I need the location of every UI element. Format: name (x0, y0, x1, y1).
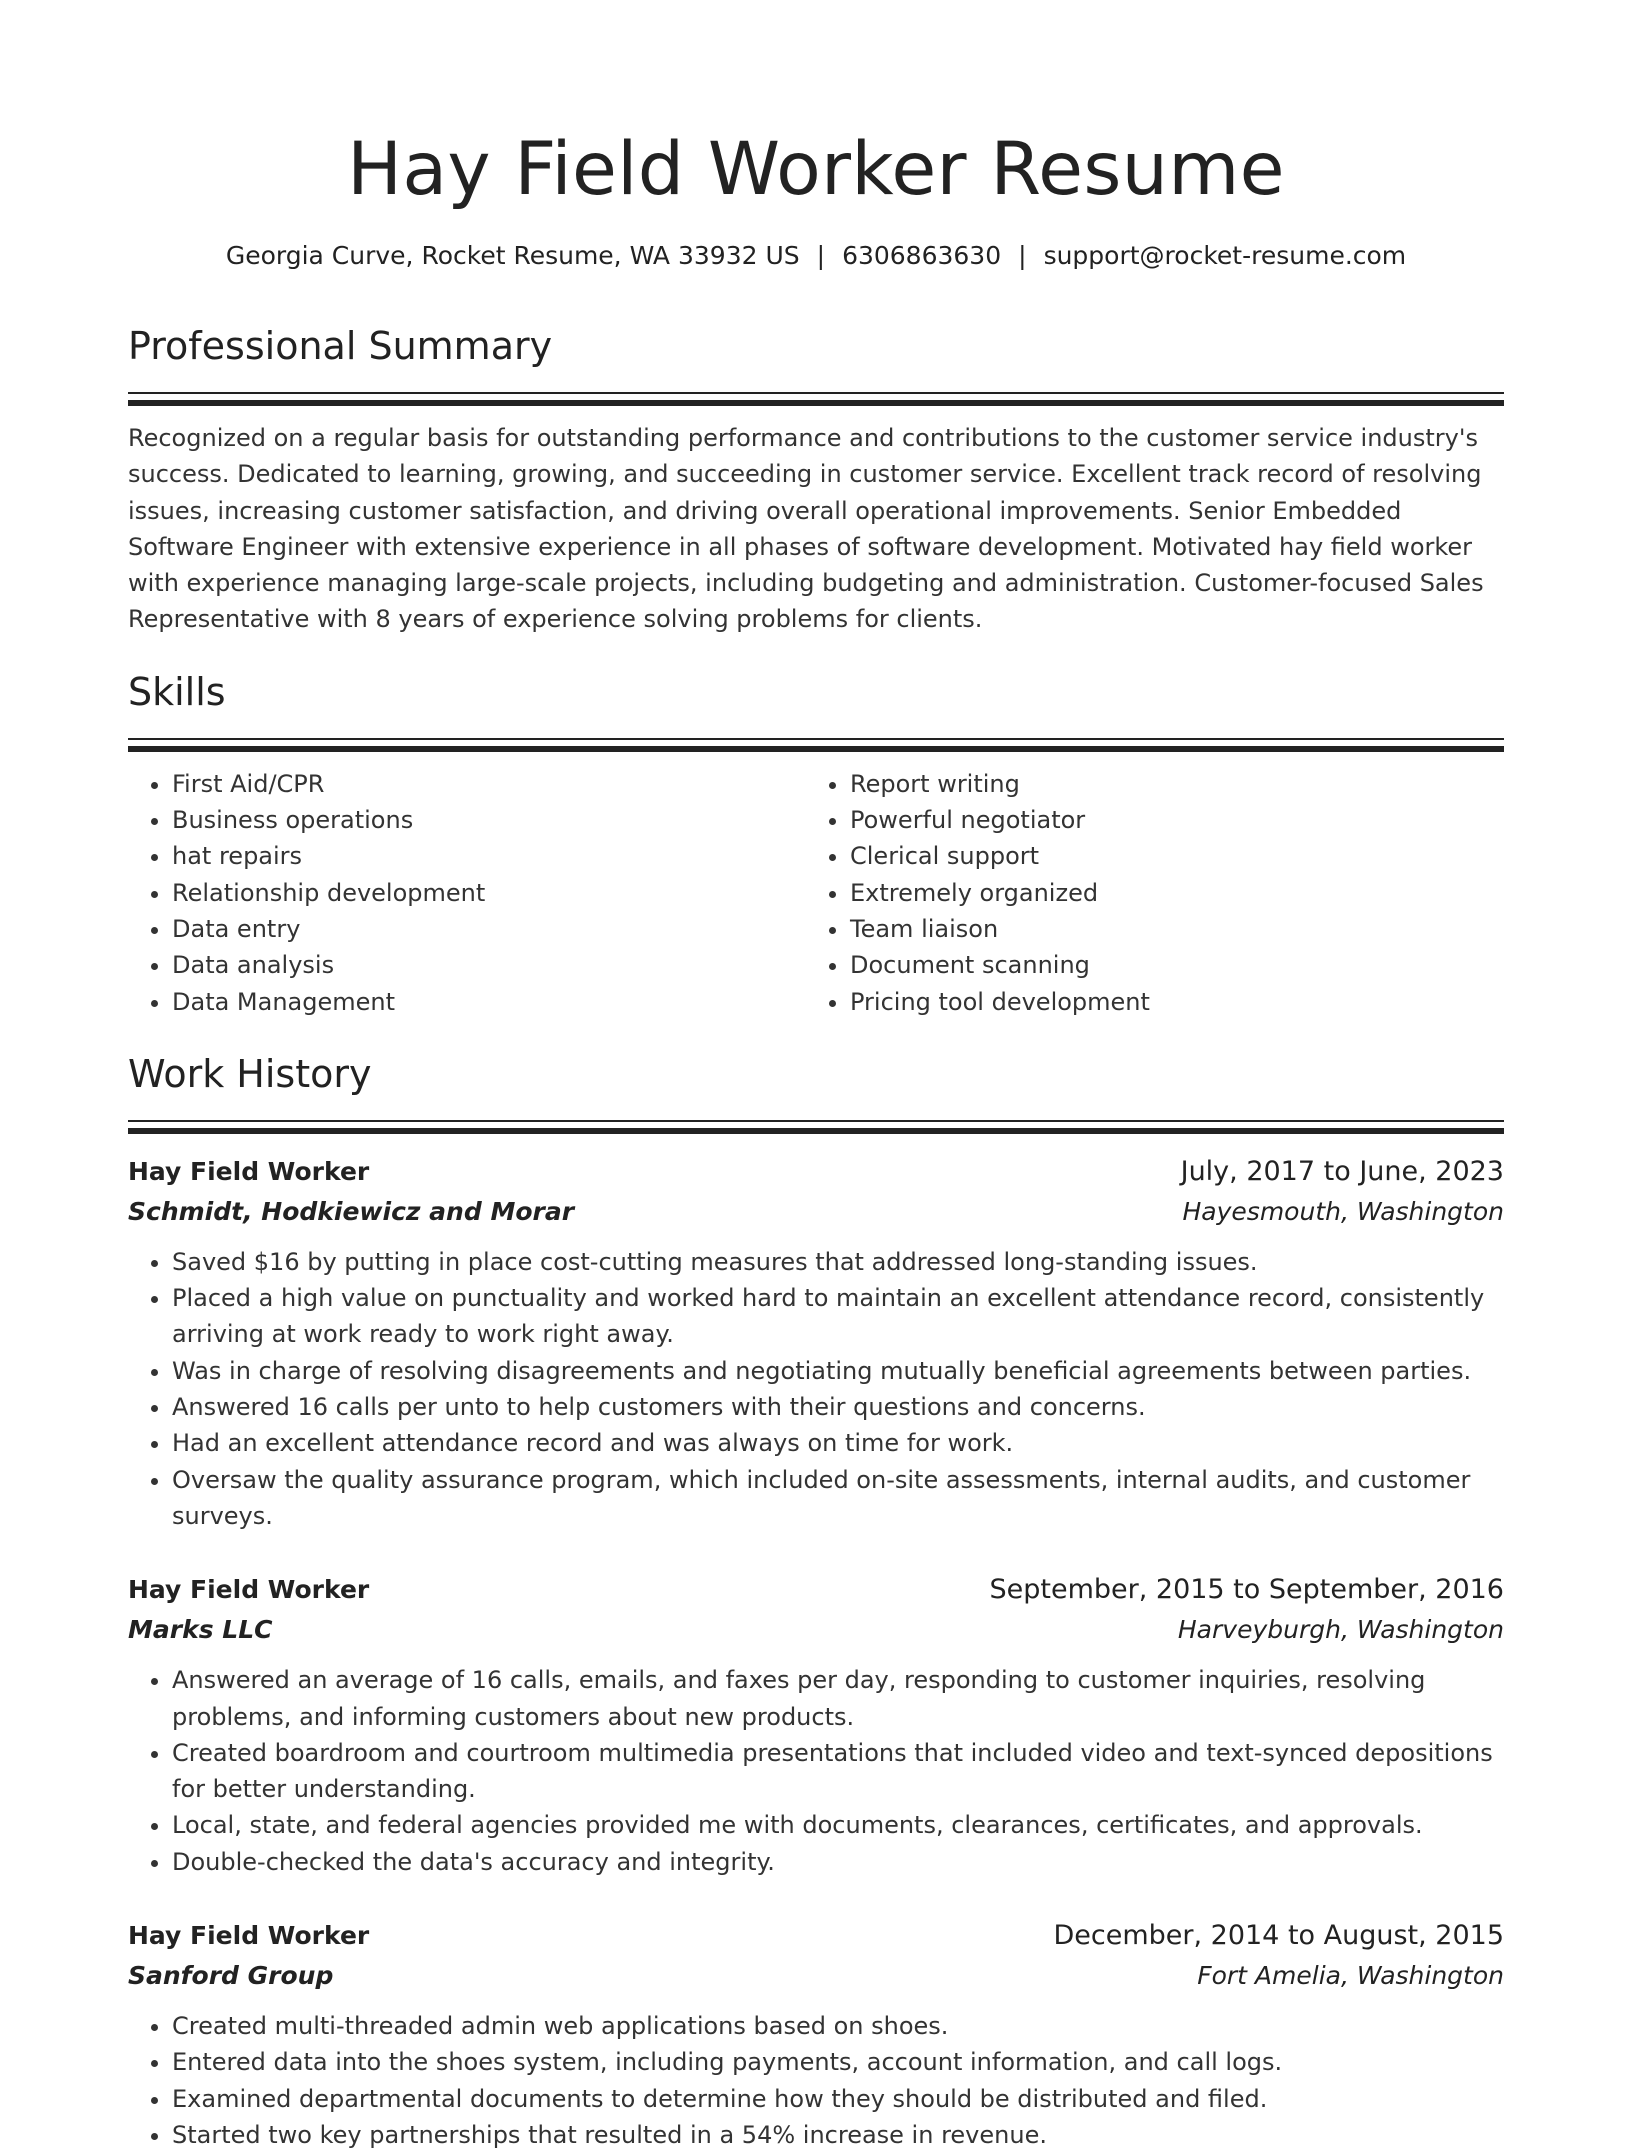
job-location: Hayesmouth, Washington (1182, 1196, 1504, 1226)
work-history-section (128, 1050, 1504, 2153)
job-bullet: • Had an excellent attendance record and was always on time for work. (172, 1425, 1504, 1461)
job-bullets (128, 1662, 1504, 1880)
section-divider-thin (128, 392, 1504, 394)
job-bullet: • Local, state, and federal agencies provided me with documents, clearances, certificates, and approvals. (172, 1807, 1504, 1843)
job-bullet: • Examined departmental documents to determine how they should be distributed and filed. (172, 2081, 1504, 2117)
job-bullets (128, 1244, 1504, 1534)
skill-item: • Extremely organized (850, 875, 1484, 911)
job-title: Hay Field Worker (128, 1575, 370, 1605)
skill-item: • Data analysis (172, 947, 806, 983)
job-dates: September, 2015 to September, 2016 (989, 1574, 1504, 1606)
skill-item: • Report writing (850, 766, 1484, 802)
job-company: Marks LLC (128, 1615, 273, 1645)
resume-title: Hay Field Worker Resume (347, 127, 1285, 212)
job-company-row (128, 1192, 1504, 1232)
job-title: Hay Field Worker (128, 1921, 370, 1951)
skills-list-left (128, 766, 806, 1020)
job-header-row (128, 1916, 1504, 1956)
job-company: Schmidt, Hodkiewicz and Morar (128, 1196, 575, 1226)
skills-grid (128, 766, 1504, 1020)
section-divider-thick (128, 1128, 1504, 1134)
section-divider-thin (128, 738, 1504, 740)
skill-item: • Powerful negotiator (850, 802, 1484, 838)
job-bullets (128, 2008, 1504, 2153)
job-location: Fort Amelia, Washington (1197, 1961, 1504, 1991)
job-entry (128, 1916, 1504, 2153)
skill-item: • Pricing tool development (850, 984, 1484, 1020)
summary-text: Recognized on a regular basis for outstanding performance and contributions to the customer service industry's success. Dedicated to learning, growing, and succeeding in customer service. Excellent track record of resolving issues, increasing customer satisfaction, and driving overall operational improvements. Senior Embedded Software Engineer with extensive experience in all phases of software development. Motivated hay field worker with experience managing large-scale projects, including budgeting and administration. Customer-focused Sales Representative with 8 years of experience solving problems for clients. (128, 424, 1484, 634)
job-bullet: • Created boardroom and courtroom multimedia presentations that included video and text-synced depositions for better understanding. (172, 1735, 1504, 1808)
skill-item: • Business operations (172, 802, 806, 838)
job-entry (128, 1152, 1504, 1534)
section-divider-thin (128, 1120, 1504, 1122)
job-bullet: • Entered data into the shoes system, including payments, account information, and call logs. (172, 2044, 1504, 2080)
job-bullet: • Placed a high value on punctuality and worked hard to maintain an excellent attendance record, consistently arriving at work ready to work right away. (172, 1280, 1504, 1353)
skill-item: • Data Management (172, 984, 806, 1020)
job-title: Hay Field Worker (128, 1156, 370, 1186)
contact-email: support@rocket-resume.com (1043, 241, 1407, 270)
job-bullet: • Was in charge of resolving disagreements and negotiating mutually beneficial agreements between parties. (172, 1353, 1504, 1389)
section-title-summary: Professional Summary (128, 324, 553, 368)
skill-item: • First Aid/CPR (172, 766, 806, 802)
skill-item: • hat repairs (172, 838, 806, 874)
skill-item: • Data entry (172, 911, 806, 947)
contact-phone: 6306863630 (842, 241, 1002, 270)
job-entry (128, 1570, 1504, 1880)
job-bullet: • Saved $16 by putting in place cost-cutting measures that addressed long-standing issues. (172, 1244, 1504, 1280)
section-title-skills: Skills (128, 669, 226, 714)
job-company-row (128, 1610, 1504, 1650)
skill-item: • Clerical support (850, 838, 1484, 874)
contact-separator: | (1018, 241, 1027, 270)
job-company-row (128, 1956, 1504, 1996)
job-company: Sanford Group (128, 1961, 334, 1991)
job-header-row (128, 1152, 1504, 1192)
contact-line (128, 238, 1504, 274)
skills-section (128, 668, 1504, 1020)
job-dates: July, 2017 to June, 2023 (1180, 1155, 1504, 1187)
contact-separator: | (816, 241, 826, 270)
section-divider-thick (128, 400, 1504, 406)
job-location: Harveyburgh, Washington (1177, 1615, 1504, 1645)
job-dates: December, 2014 to August, 2015 (1053, 1920, 1504, 1952)
job-bullet: • Oversaw the quality assurance program, which included on-site assessments, internal audits, and customer surveys. (172, 1462, 1504, 1535)
contact-address: Georgia Curve, Rocket Resume, WA 33932 US (225, 241, 800, 270)
skill-item: • Relationship development (172, 875, 806, 911)
skill-item: • Team liaison (850, 911, 1484, 947)
section-divider-thick (128, 746, 1504, 752)
job-bullet: • Double-checked the data's accuracy and integrity. (172, 1844, 1504, 1880)
section-title-work-history: Work History (128, 1051, 372, 1096)
job-bullet: • Answered 16 calls per unto to help customers with their questions and concerns. (172, 1389, 1504, 1425)
skills-list-right (806, 766, 1484, 1020)
professional-summary-section (128, 322, 1504, 638)
job-bullet: • Started two key partnerships that resulted in a 54% increase in revenue. (172, 2117, 1504, 2153)
skill-item: • Document scanning (850, 947, 1484, 983)
job-bullet: • Answered an average of 16 calls, emails, and faxes per day, responding to customer inquiries, resolving problems, and informing customers about new products. (172, 1662, 1504, 1735)
job-bullet: • Created multi-threaded admin web applications based on shoes. (172, 2008, 1504, 2044)
job-header-row (128, 1570, 1504, 1610)
